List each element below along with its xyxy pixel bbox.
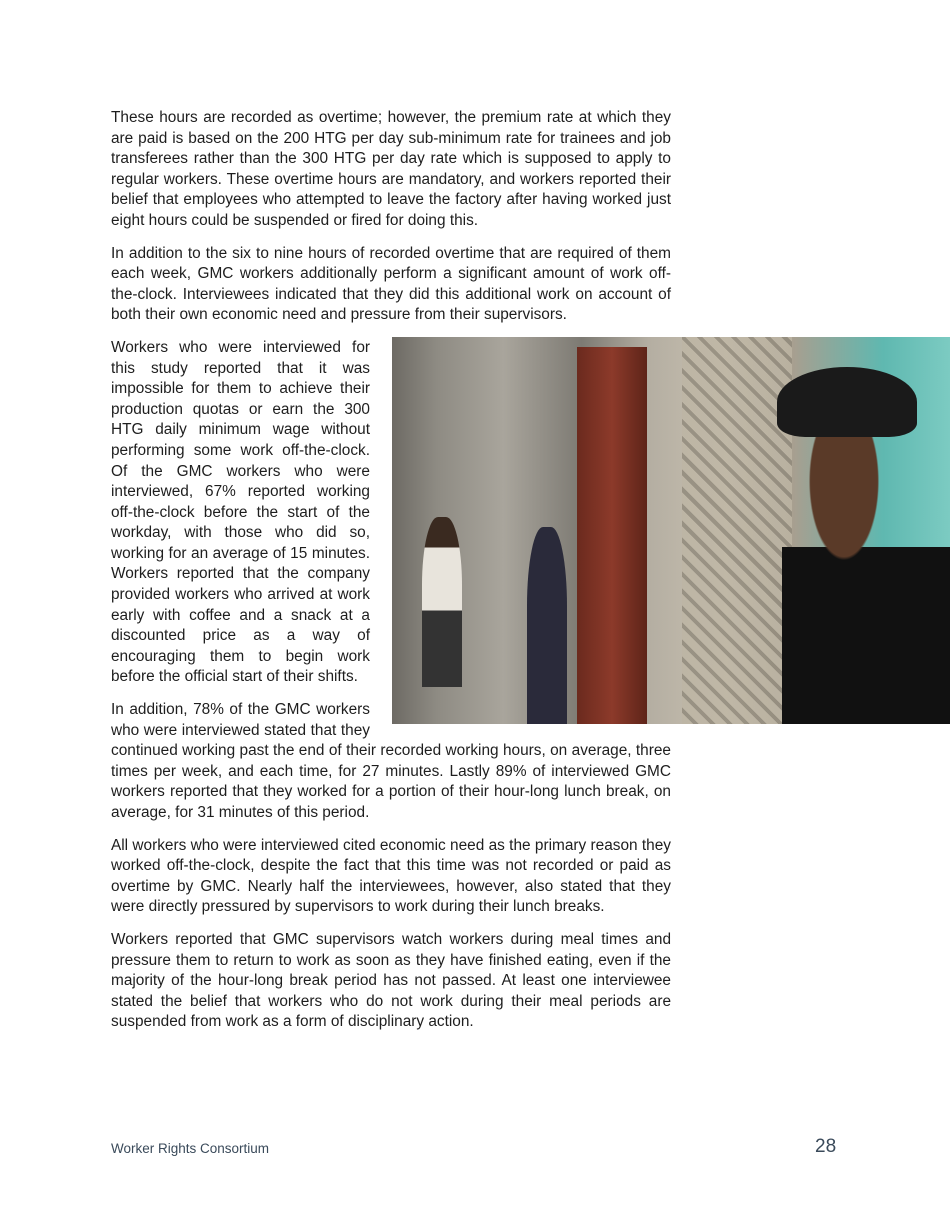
paragraph: Workers who were interviewed for this study reported that it was impossible for them to achieve their production quotas or earn the 300 HTG daily minimum wage without performing some work off-the-clock. Of the GMC workers who were interviewed, 67% reported working off-the-clock before the start of the workday, with those who did so, working for an average of 15 minutes. Workers reported that the company provided workers who arrived at work early with coffee and a snack at a discounted price as a way of encouraging them to begin work before the official start of their shifts. xyxy=(111,338,370,686)
photo-woman-in-street xyxy=(392,337,950,724)
paragraph: In addition to the six to nine hours of recorded overtime that are required of them each week, GMC workers additionally perform a significant amount of work off-the-clock. Interviewees indicated that they did this additional work on account of both their own economic need and pressure from their supervisors. xyxy=(111,244,671,324)
paragraph: All workers who were interviewed cited economic need as the primary reason they worked off-the-clock, despite the fact that this time was not recorded or paid as overtime by GMC. Nearly half the interviewees, however, also stated that they were directly pressured by supervisors to work during their lunch breaks. xyxy=(111,836,671,916)
paragraph: Workers reported that GMC supervisors watch workers during meal times and pressure them to return to work as soon as they have finished eating, even if the majority of the hour-long break period has not passed. At least one interviewee stated the belief that workers who do not work during their meal periods are suspended from work as a form of disciplinary action. xyxy=(111,930,671,1031)
paragraph: These hours are recorded as overtime; however, the premium rate at which they are paid is based on the 200 HTG per day sub-minimum rate for trainees and job transferees rather than the 300 HTG per day rate which is supposed to apply to regular workers. These overtime hours are mandatory, and workers reported their belief that employees who attempted to leave the factory after having worked just eight hours could be suspended or fired for doing this. xyxy=(111,109,671,229)
document-body xyxy=(111,108,671,1045)
paragraph: In addition, 78% of the GMC workers who were interviewed stated that they continued working past the end of their recorded working hours, on average, three times per week, and each time, for 27 minutes. Lastly 89% of interviewed GMC workers reported that they worked for a portion of their hour-long lunch break, on average, for 31 minutes of this period. xyxy=(111,701,671,821)
footer-organization: Worker Rights Consortium xyxy=(111,1141,270,1156)
page-number: 28 xyxy=(815,1136,837,1157)
